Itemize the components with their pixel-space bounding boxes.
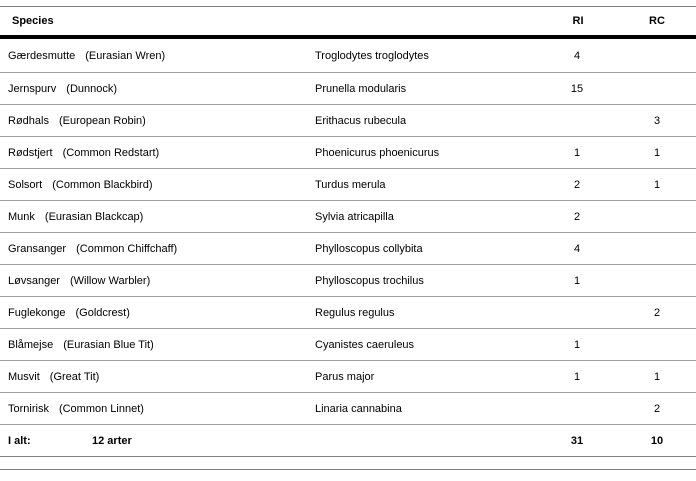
table-row — [0, 105, 696, 137]
total-ri: 31 — [570, 434, 584, 447]
danish-name: Rødhals — [8, 114, 49, 127]
danish-name: Gærdesmutte — [8, 49, 76, 62]
total-row — [0, 425, 696, 457]
species-name-cell — [8, 361, 99, 392]
english-name: (Common Chiffchaff) — [76, 242, 178, 255]
table-row — [0, 265, 696, 297]
danish-name: Gransanger — [8, 242, 67, 255]
ri-value: 1 — [573, 338, 581, 351]
ri-value: 4 — [573, 49, 581, 62]
latin-name: Parus major — [315, 370, 375, 383]
table-row — [0, 201, 696, 233]
latin-name: Regulus regulus — [315, 306, 395, 319]
ri-value — [552, 105, 602, 136]
english-name: (Willow Warbler) — [69, 274, 151, 287]
english-name: (Common Redstart) — [62, 146, 160, 159]
rc-value: 2 — [653, 402, 661, 415]
rc-value — [632, 201, 682, 232]
table-row — [0, 73, 696, 105]
danish-name: Fuglekonge — [8, 306, 66, 319]
rc-value: 3 — [653, 114, 661, 127]
table-row — [0, 393, 696, 425]
rc-value — [632, 329, 682, 360]
latin-name: Troglodytes troglodytes — [315, 49, 429, 62]
rc-value: 1 — [653, 178, 661, 191]
species-table — [0, 6, 696, 457]
rc-value — [632, 233, 682, 264]
table-row — [0, 361, 696, 393]
latin-name: Prunella modularis — [315, 82, 407, 95]
ri-value: 1 — [573, 146, 581, 159]
ri-value: 1 — [573, 274, 581, 287]
english-name: (Dunnock) — [66, 82, 118, 95]
species-name-cell — [8, 265, 150, 296]
table-row — [0, 39, 696, 73]
table-header-row — [0, 6, 696, 39]
rc-value: 1 — [653, 370, 661, 383]
header-species: Species — [12, 15, 54, 27]
table-row — [0, 233, 696, 265]
latin-name: Phylloscopus collybita — [315, 242, 423, 255]
species-name-cell — [8, 169, 153, 200]
danish-name: Jernspurv — [8, 82, 57, 95]
species-name-cell — [8, 201, 143, 232]
danish-name: Rødstjert — [8, 146, 53, 159]
ri-value — [552, 393, 602, 424]
latin-name: Phoenicurus phoenicurus — [315, 146, 440, 159]
table-body — [0, 39, 696, 425]
ri-value — [552, 297, 602, 328]
latin-name: Linaria cannabina — [315, 402, 402, 415]
english-name: (Eurasian Blackcap) — [44, 210, 144, 223]
danish-name: Solsort — [8, 178, 43, 191]
english-name: (Great Tit) — [49, 370, 100, 383]
header-rc: RC — [649, 15, 665, 27]
ri-value: 1 — [573, 370, 581, 383]
species-name-cell — [8, 297, 130, 328]
table-row — [0, 169, 696, 201]
species-name-cell — [8, 39, 165, 72]
species-name-cell — [8, 329, 154, 360]
table-row — [0, 137, 696, 169]
rc-value: 2 — [653, 306, 661, 319]
total-label: I alt: — [8, 434, 31, 447]
english-name: (Eurasian Wren) — [85, 49, 166, 62]
header-ri: RI — [572, 15, 584, 27]
english-name: (Eurasian Blue Tit) — [63, 338, 154, 351]
table-row — [0, 297, 696, 329]
species-name-cell — [8, 393, 144, 424]
latin-name: Cyanistes caeruleus — [315, 338, 415, 351]
latin-name: Sylvia atricapilla — [315, 210, 394, 223]
danish-name: Musvit — [8, 370, 40, 383]
bottom-divider — [0, 469, 696, 470]
ri-value: 4 — [573, 242, 581, 255]
english-name: (Common Linnet) — [58, 402, 144, 415]
species-name-cell — [8, 137, 159, 168]
species-name-cell — [8, 233, 177, 264]
total-species-count: 12 arter — [92, 434, 132, 447]
latin-name: Turdus merula — [315, 178, 386, 191]
english-name: (European Robin) — [58, 114, 146, 127]
ri-value: 2 — [573, 210, 581, 223]
total-rc: 10 — [650, 434, 664, 447]
english-name: (Common Blackbird) — [52, 178, 153, 191]
latin-name: Phylloscopus trochilus — [315, 274, 424, 287]
species-name-cell — [8, 73, 117, 104]
danish-name: Munk — [8, 210, 35, 223]
rc-value — [632, 39, 682, 72]
english-name: (Goldcrest) — [75, 306, 130, 319]
ri-value: 15 — [570, 82, 584, 95]
species-name-cell — [8, 105, 146, 136]
rc-value — [632, 265, 682, 296]
danish-name: Løvsanger — [8, 274, 60, 287]
table-row — [0, 329, 696, 361]
danish-name: Tornirisk — [8, 402, 49, 415]
danish-name: Blåmejse — [8, 338, 54, 351]
latin-name: Erithacus rubecula — [315, 114, 407, 127]
rc-value — [632, 73, 682, 104]
ri-value: 2 — [573, 178, 581, 191]
rc-value: 1 — [653, 146, 661, 159]
